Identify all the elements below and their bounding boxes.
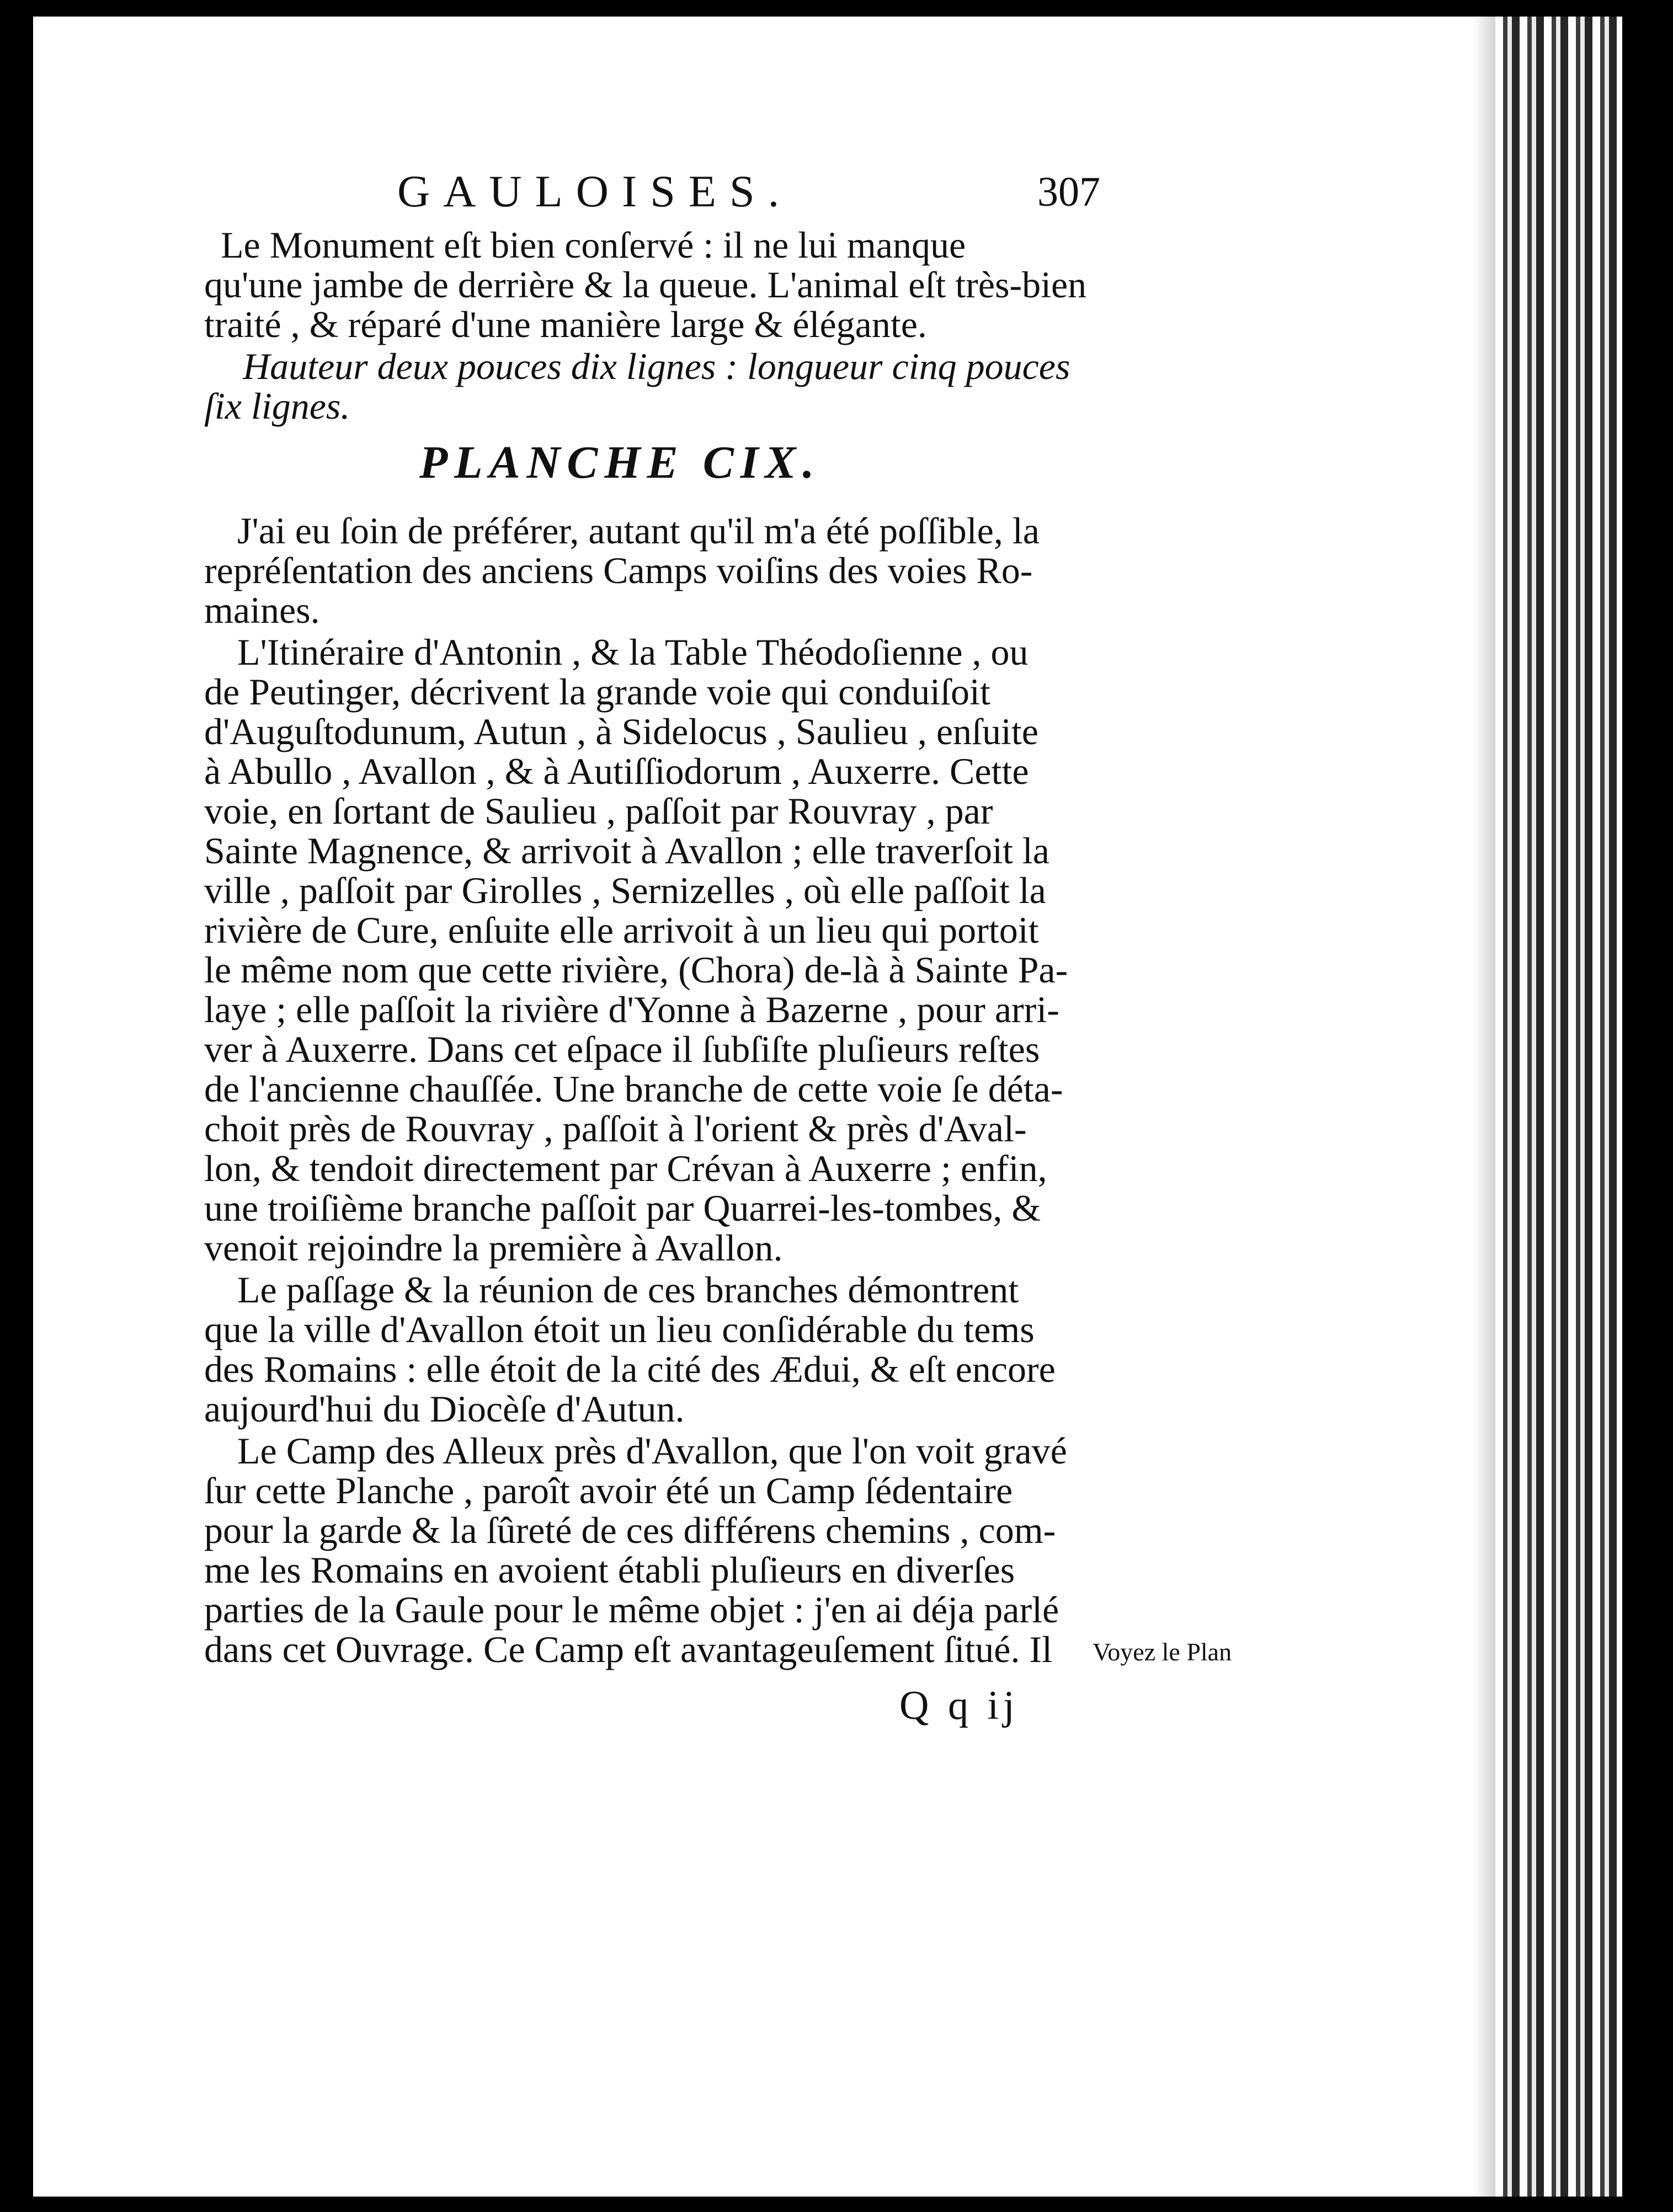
text-line: que la ville d'Avallon étoit un lieu conſidérable du tems bbox=[204, 1308, 1035, 1350]
text-line: une troiſième branche paſſoit par Quarrei-les-tombes, & bbox=[204, 1187, 1041, 1229]
text-line: Le Camp des Alleux près d'Avallon, que l'on voit gravé bbox=[237, 1430, 1067, 1472]
text-line: voie, en ſortant de Saulieu , paſſoit par Rouvray , par bbox=[204, 790, 993, 832]
text-line: ver à Auxerre. Dans cet eſpace il ſubſiſte pluſieurs reſtes bbox=[204, 1028, 1040, 1070]
text-line: ſur cette Planche , paroît avoir été un Camp ſédentaire bbox=[204, 1470, 1013, 1511]
text-line: Sainte Magnence, & arrivoit à Avallon ; elle traverſoit la bbox=[204, 830, 1049, 872]
text-line: rivière de Cure, enſuite elle arrivoit à un lieu qui portoit bbox=[204, 909, 1039, 951]
text-line: qu'une jambe de derrière & la queue. L'animal eſt très-bien bbox=[204, 264, 1087, 306]
text-line: J'ai eu ſoin de préférer, autant qu'il m'a été poſſible, la bbox=[237, 510, 1040, 552]
text-line: traité , & réparé d'une manière large & élégante. bbox=[204, 303, 927, 345]
text-line: de Peutinger, décrivent la grande voie qui conduiſoit bbox=[204, 671, 990, 713]
dimensions-line: Hauteur deux pouces dix lignes : longueur cinq pouces bbox=[243, 345, 1070, 387]
text-line: à Abullo , Avallon , & à Autiſſiodorum , Auxerre. Cette bbox=[204, 750, 1029, 792]
text-line: pour la garde & la ſûreté de ces différens chemins , com- bbox=[204, 1509, 1056, 1551]
plate-heading: PLANCHE CIX. bbox=[419, 437, 821, 488]
dimensions-line: ſix lignes. bbox=[204, 385, 350, 427]
signature-mark: Q q ij bbox=[899, 1683, 1019, 1728]
text-line: me les Romains en avoient établi pluſieurs en diverſes bbox=[204, 1549, 1015, 1591]
margin-note: Voyez le Plan bbox=[1093, 1638, 1232, 1666]
text-line: venoit rejoindre la première à Avallon. bbox=[204, 1227, 783, 1269]
text-line: L'Itinéraire d'Antonin , & la Table Théodoſienne , ou bbox=[237, 631, 1029, 673]
text-line: Le Monument eſt bien conſervé : il ne lui manque bbox=[221, 224, 966, 266]
text-line: maines. bbox=[204, 589, 320, 631]
text-line: de l'ancienne chauſſée. Une branche de cette voie ſe déta- bbox=[204, 1068, 1063, 1110]
text-line: le même nom que cette rivière, (Chora) de-là à Sainte Pa- bbox=[204, 949, 1068, 991]
page-edge-shadow bbox=[1473, 17, 1495, 2197]
text-line: choit près de Rouvray , paſſoit à l'orient & près d'Aval- bbox=[204, 1108, 1027, 1150]
text-line: parties de la Gaule pour le même objet : j'en ai déja parlé bbox=[204, 1589, 1059, 1631]
running-head: GAULOISES. bbox=[397, 166, 793, 216]
text-line: repréſentation des anciens Camps voiſins des voies Ro- bbox=[204, 549, 1033, 591]
text-line: Le paſſage & la réunion de ces branches démontrent bbox=[237, 1269, 1019, 1311]
page-edge-strip bbox=[1495, 17, 1622, 2197]
text-line: ville , paſſoit par Girolles , Sernizelles , où elle paſſoit la bbox=[204, 869, 1046, 911]
text-line: lon, & tendoit directement par Crévan à Auxerre ; enfin, bbox=[204, 1147, 1047, 1189]
text-line: dans cet Ouvrage. Ce Camp eſt avantageuſement ſitué. Il bbox=[204, 1628, 1053, 1670]
page-number: 307 bbox=[1037, 169, 1100, 215]
text-line: d'Auguſtodunum, Autun , à Sidelocus , Saulieu , enſuite bbox=[204, 710, 1038, 752]
text-line: laye ; elle paſſoit la rivière d'Yonne à Bazerne , pour arri- bbox=[204, 989, 1059, 1030]
text-line: des Romains : elle étoit de la cité des Ædui, & eſt encore bbox=[204, 1348, 1056, 1390]
text-line: aujourd'hui du Diocèſe d'Autun. bbox=[204, 1388, 685, 1430]
